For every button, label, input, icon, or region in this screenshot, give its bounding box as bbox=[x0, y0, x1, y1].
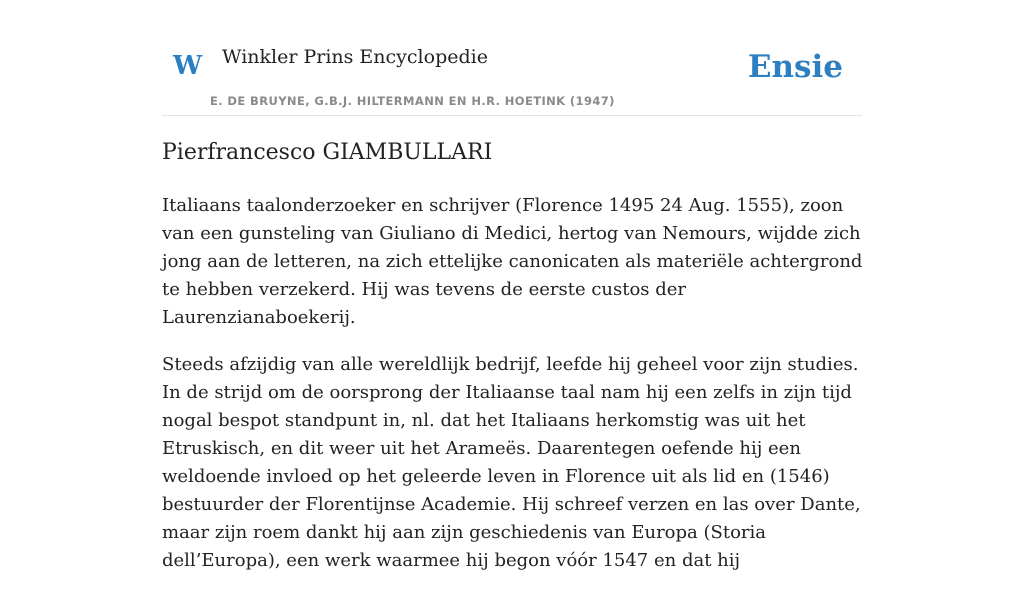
site-header bbox=[162, 36, 862, 116]
article-paragraph: Steeds afzijdig van alle wereldlijk bedrijf, leefde hij geheel voor zijn studies. In de strijd om de oorsprong der Italiaanse taal nam hij een zelfs in zijn tijd nogal bespot standpunt in, nl. dat het Italiaans herkomstig was uit het Etruskisch, en dit weer uit het Arameës. Daarentegen oefende hij een weldoende invloed op het geleerde leven in Florence uit als lid en (1546) bestuurder der Florentijnse Academie. Hij schreef verzen en las over Dante, maar zijn roem dankt hij aan zijn geschiedenis van Europa (Storia dell’Europa), een werk waarmee hij begon vóór 1547 en dat hij bbox=[162, 354, 861, 571]
article-paragraph: Italiaans taalonderzoeker en schrijver (Florence 1495 24 Aug. 1555), zoon van een gunsteling van Giuliano di Medici, hertog van Nemours, wijdde zich jong aan de letteren, na zich ettelijke canonicaten als materiële achtergrond te hebben verzekerd. Hij was tevens de eerste custos der Laurenzianaboekerij. bbox=[162, 195, 863, 328]
winkler-prins-logo[interactable]: W bbox=[173, 51, 203, 81]
publication-authors: E. DE BRUYNE, G.B.J. HILTERMANN EN H.R. HOETINK (1947) bbox=[210, 94, 615, 108]
ensie-brand-logo[interactable]: Ensie bbox=[747, 49, 843, 85]
publication-title[interactable]: Winkler Prins Encyclopedie bbox=[222, 46, 488, 68]
article-body bbox=[162, 192, 874, 594]
article-title: Pierfrancesco GIAMBULLARI bbox=[162, 140, 493, 165]
